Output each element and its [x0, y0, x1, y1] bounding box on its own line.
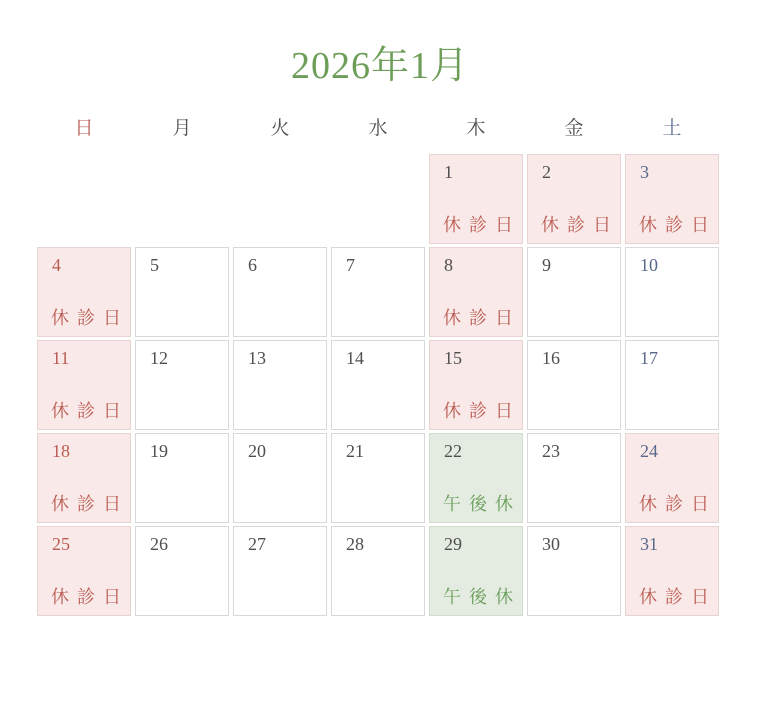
day-number: 13	[248, 348, 266, 369]
day-number: 28	[346, 534, 364, 555]
day-cell-21	[331, 433, 425, 523]
closed-day-label: 休診日	[443, 401, 521, 422]
empty-cell	[37, 154, 131, 244]
closed-day-label: 休診日	[51, 308, 129, 329]
day-cell-12	[135, 340, 229, 430]
day-number: 20	[248, 441, 266, 462]
day-number: 15	[444, 348, 462, 369]
day-number: 14	[346, 348, 364, 369]
day-number: 26	[150, 534, 168, 555]
day-cell-30	[527, 526, 621, 616]
day-number: 8	[444, 255, 453, 276]
afternoon-off-label: 午後休	[443, 587, 521, 608]
day-number: 22	[444, 441, 462, 462]
day-cell-18	[37, 433, 131, 523]
day-number: 23	[542, 441, 560, 462]
closed-day-label: 休診日	[443, 215, 521, 236]
day-cell-17	[625, 340, 719, 430]
day-number: 31	[640, 534, 658, 555]
day-number: 29	[444, 534, 462, 555]
empty-cell	[331, 154, 425, 244]
weekday-header-1: 日	[74, 118, 94, 140]
closed-day-label: 休診日	[443, 308, 521, 329]
calendar-grid	[37, 154, 760, 616]
closed-day-label: 休診日	[639, 587, 717, 608]
day-number: 2	[542, 162, 551, 183]
weekday-header-4: 水	[368, 118, 388, 140]
day-cell-7	[331, 247, 425, 337]
day-number: 10	[640, 255, 658, 276]
day-number: 24	[640, 441, 658, 462]
day-cell-11	[37, 340, 131, 430]
day-cell-26	[135, 526, 229, 616]
empty-cell	[233, 154, 327, 244]
day-cell-3	[625, 154, 719, 244]
day-cell-27	[233, 526, 327, 616]
weekday-header-3: 火	[270, 118, 290, 140]
day-number: 9	[542, 255, 551, 276]
day-cell-20	[233, 433, 327, 523]
empty-cell	[135, 154, 229, 244]
day-cell-31	[625, 526, 719, 616]
day-number: 3	[640, 162, 649, 183]
day-cell-28	[331, 526, 425, 616]
day-cell-5	[135, 247, 229, 337]
day-cell-25	[37, 526, 131, 616]
weekday-header-row	[37, 113, 760, 140]
day-cell-15	[429, 340, 523, 430]
day-number: 4	[52, 255, 61, 276]
day-cell-13	[233, 340, 327, 430]
closed-day-label: 休診日	[541, 215, 619, 236]
closed-day-label: 休診日	[51, 587, 129, 608]
day-cell-23	[527, 433, 621, 523]
day-cell-2	[527, 154, 621, 244]
day-cell-9	[527, 247, 621, 337]
weekday-header-2: 月	[172, 118, 192, 140]
day-cell-14	[331, 340, 425, 430]
day-number: 21	[346, 441, 364, 462]
day-number: 27	[248, 534, 266, 555]
day-number: 5	[150, 255, 159, 276]
weekday-header-5: 木	[466, 118, 486, 140]
day-cell-22	[429, 433, 523, 523]
day-number: 16	[542, 348, 560, 369]
weekday-header-6: 金	[564, 118, 584, 140]
day-cell-6	[233, 247, 327, 337]
day-number: 30	[542, 534, 560, 555]
day-number: 19	[150, 441, 168, 462]
day-cell-1	[429, 154, 523, 244]
day-cell-4	[37, 247, 131, 337]
day-number: 12	[150, 348, 168, 369]
day-number: 6	[248, 255, 257, 276]
day-cell-29	[429, 526, 523, 616]
day-cell-10	[625, 247, 719, 337]
day-cell-8	[429, 247, 523, 337]
calendar-month-title: 2026年1月	[290, 45, 469, 87]
day-number: 18	[52, 441, 70, 462]
day-number: 25	[52, 534, 70, 555]
day-cell-19	[135, 433, 229, 523]
closed-day-label: 休診日	[639, 215, 717, 236]
closed-day-label: 休診日	[51, 401, 129, 422]
day-number: 7	[346, 255, 355, 276]
day-cell-24	[625, 433, 719, 523]
weekday-header-7: 土	[662, 118, 682, 140]
closed-day-label: 休診日	[51, 494, 129, 515]
day-number: 1	[444, 162, 453, 183]
day-number: 11	[52, 348, 70, 369]
day-number: 17	[640, 348, 658, 369]
closed-day-label: 休診日	[639, 494, 717, 515]
day-cell-16	[527, 340, 621, 430]
afternoon-off-label: 午後休	[443, 494, 521, 515]
